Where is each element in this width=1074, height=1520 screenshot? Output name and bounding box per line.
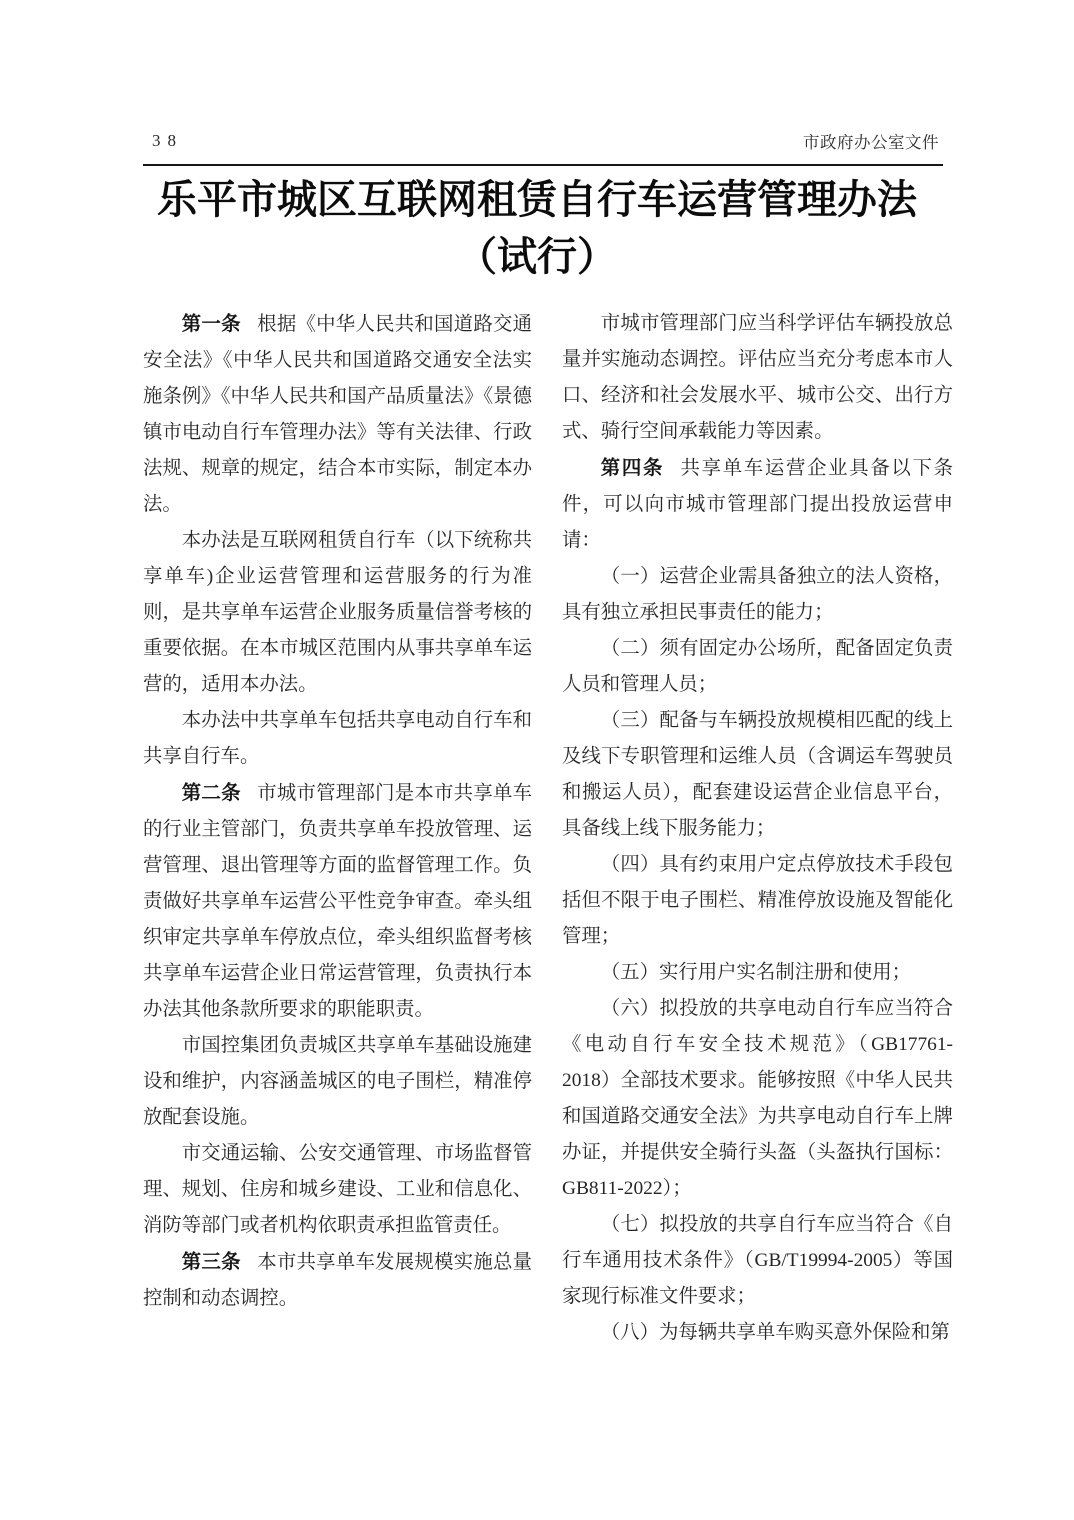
paragraph [143, 1028, 532, 1136]
header-rule [143, 164, 943, 166]
paragraph-text: （三）配备与车辆投放规模相匹配的线上及线下专职管理和运维人员（含调运车驾驶员和搬运人员），配套建设运营企业信息平台，具备线上线下服务能力； [562, 710, 953, 839]
article-label: 第四条 [600, 457, 665, 479]
paragraph-text: 本办法中共享单车包括共享电动自行车和共享自行车。 [143, 710, 532, 767]
paragraph [562, 955, 953, 991]
paragraph-text: 本办法是互联网租赁自行车（以下统称共享单车)企业运营管理和运营服务的行为准则，是共享单车运营企业服务质量信誉考核的重要依据。在本市城区范围内从事共享单车运营的，适用本办法。 [143, 530, 532, 695]
paragraph [143, 1244, 532, 1317]
paragraph [562, 703, 953, 847]
paragraph [143, 306, 532, 523]
document-title-line1: 乐平市城区互联网租赁自行车运营管理办法 [157, 178, 917, 222]
paragraph-text: （七）拟投放的共享自行车应当符合《自行车通用技术条件》（GB/T19994-2005）等国家现行标准文件要求； [562, 1214, 953, 1307]
right-column [562, 306, 953, 1351]
paragraph [562, 1207, 953, 1315]
page-number: 38 [152, 131, 183, 150]
paragraph-text: 根据《中华人民共和国道路交通安全法》《中华人民共和国道路交通安全法实施条例》《中华人民共和国产品质量法》《景德镇市电动自行车管理办法》等有关法律、行政法规、规章的规定，结合本市实际，制定本办法。 [143, 314, 533, 515]
paragraph-text: （一）运营企业需具备独立的法人资格，具有独立承担民事责任的能力； [562, 566, 953, 623]
paragraph-text: 市城市管理部门是本市共享单车的行业主管部门，负责共享单车投放管理、运营管理、退出管理等方面的监督管理工作。负责做好共享单车运营公平性竞争审查。牵头组织审定共享单车停放点位，牵头组织监督考核共享单车运营企业日常运营管理，负责执行本办法其他条款所要求的职能职责。 [143, 783, 533, 1020]
paragraph [562, 450, 953, 559]
paragraph-text: （二）须有固定办公场所，配备固定负责人员和管理人员； [562, 638, 953, 695]
article-label: 第二条 [181, 782, 241, 804]
paragraph-text: （八）为每辆共享单车购买意外保险和第 [600, 1322, 950, 1343]
paragraph [143, 703, 532, 775]
paragraph-text: 市交通运输、公安交通管理、市场监督管理、规划、住房和城乡建设、工业和信息化、消防等部门或者机构依职责承担监管责任。 [143, 1143, 532, 1236]
article-label: 第三条 [181, 1251, 241, 1273]
paragraph [562, 631, 953, 703]
paragraph [562, 847, 953, 955]
header-label: 市政府办公室文件 [803, 133, 939, 152]
paragraph [562, 1315, 953, 1351]
paragraph-text: （四）具有约束用户定点停放技术手段包括但不限于电子围栏、精准停放设施及智能化管理； [562, 854, 953, 947]
paragraph-text: 市国控集团负责城区共享单车基础设施建设和维护，内容涵盖城区的电子围栏，精准停放配套设施。 [143, 1035, 532, 1128]
paragraph [143, 523, 532, 703]
paragraph-text: （六）拟投放的共享电动自行车应当符合《电动自行车安全技术规范》（GB17761-2018）全部技术要求。能够按照《中华人民共和国道路交通安全法》为共享电动自行车上牌办证，并提供安全骑行头盔（头盔执行国标：GB811-2022）； [562, 998, 953, 1199]
document-title-line2: （试行） [457, 235, 617, 279]
paragraph [143, 1136, 532, 1244]
document-title [100, 172, 974, 286]
left-column [143, 306, 532, 1317]
paragraph-text: （五）实行用户实名制注册和使用； [600, 962, 912, 983]
paragraph [562, 991, 953, 1207]
article-label: 第一条 [181, 313, 241, 335]
paragraph [143, 775, 532, 1028]
paragraph-text: 市城市管理部门应当科学评估车辆投放总量并实施动态调控。评估应当充分考虑本市人口、经济和社会发展水平、城市公交、出行方式、骑行空间承载能力等因素。 [562, 313, 953, 442]
paragraph-text: 本市共享单车发展规模实施总量控制和动态调控。 [143, 1252, 533, 1309]
paragraph-text: 共享单车运营企业具备以下条件，可以向市城市管理部门提出投放运营申请： [562, 458, 953, 551]
paragraph [562, 559, 953, 631]
paragraph [562, 306, 953, 450]
